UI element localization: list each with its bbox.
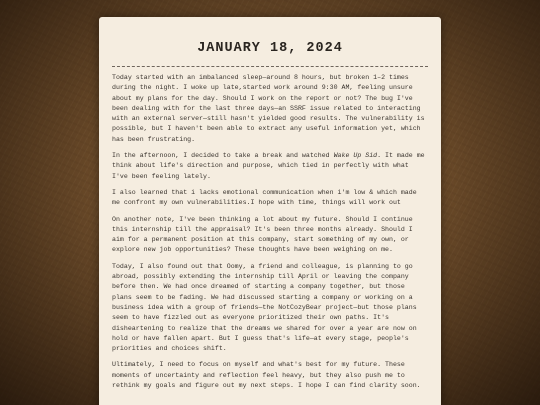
paragraph-afternoon-movie bbox=[112, 151, 428, 182]
paragraph-afternoon-text-start: In the afternoon, I decided to take a break and watched bbox=[112, 152, 334, 160]
journal-page bbox=[99, 17, 441, 405]
paragraph-ultimately: Ultimately, I need to focus on myself and what's best for my future. These moments of uncertainty and reflection feel heavy, but they also push me to rethink my goals and figure out my next steps. I hope I can find clarity soon. bbox=[112, 361, 421, 390]
paragraph-sleep-and-bug: Today started with an imbalanced sleep—around 8 hours, but broken 1–2 times during the night. I woke up late,started work around 9:30 AM, feeling unsure about my plans for the day. Should I work on the report or not? The bug I've been dealing with for the last three days—an SSRF issue related to interacting with an external server—still hasn't yielded good results. The vulnerability is possible, but I haven't been able to extract any useful information yet, which has been frustrating. bbox=[112, 74, 425, 143]
paragraph-emotional-communication: I also learned that i lacks emotional communication when i'm low & which made me confront my own vulnerabilities.I hope with time, things will work out bbox=[112, 188, 417, 207]
paragraph-friend-abroad: Today, I also found out that Oomy, a friend and colleague, is planning to go abroad, possibly extending the internship till April or leaving the company before then. We had once dreamed of starting a company together, but those plans seem to be fading. We had discussed starting a company or working on a business idea with a group of friends—the NotCozyBear project—but those plans seem to have fizzled out as everyone prioritized their own paths. It's disheartening to realize that the dreams we shared for over a year are now on hold or have fallen apart. But I guess that's life—at every stage, people's priorities and choices shift. bbox=[112, 262, 417, 353]
movie-title: Wake Up Sid bbox=[333, 152, 378, 160]
paragraph-afternoon-text-end: . It made me think about life's direction and purpose, which tied in perfectly with what I've been feeling lately. bbox=[112, 152, 425, 180]
entry-body bbox=[99, 67, 441, 391]
entry-date-title: JANUARY 18, 2024 bbox=[197, 41, 343, 56]
paragraph-future-thoughts: On another note, I've been thinking a lot about my future. Should I continue this internship till the appraisal? It's been three months already. Should I aim for a permanent position at this company, start something of my own, or explore new job opportunities? These thoughts have been weighing on me. bbox=[112, 215, 413, 254]
